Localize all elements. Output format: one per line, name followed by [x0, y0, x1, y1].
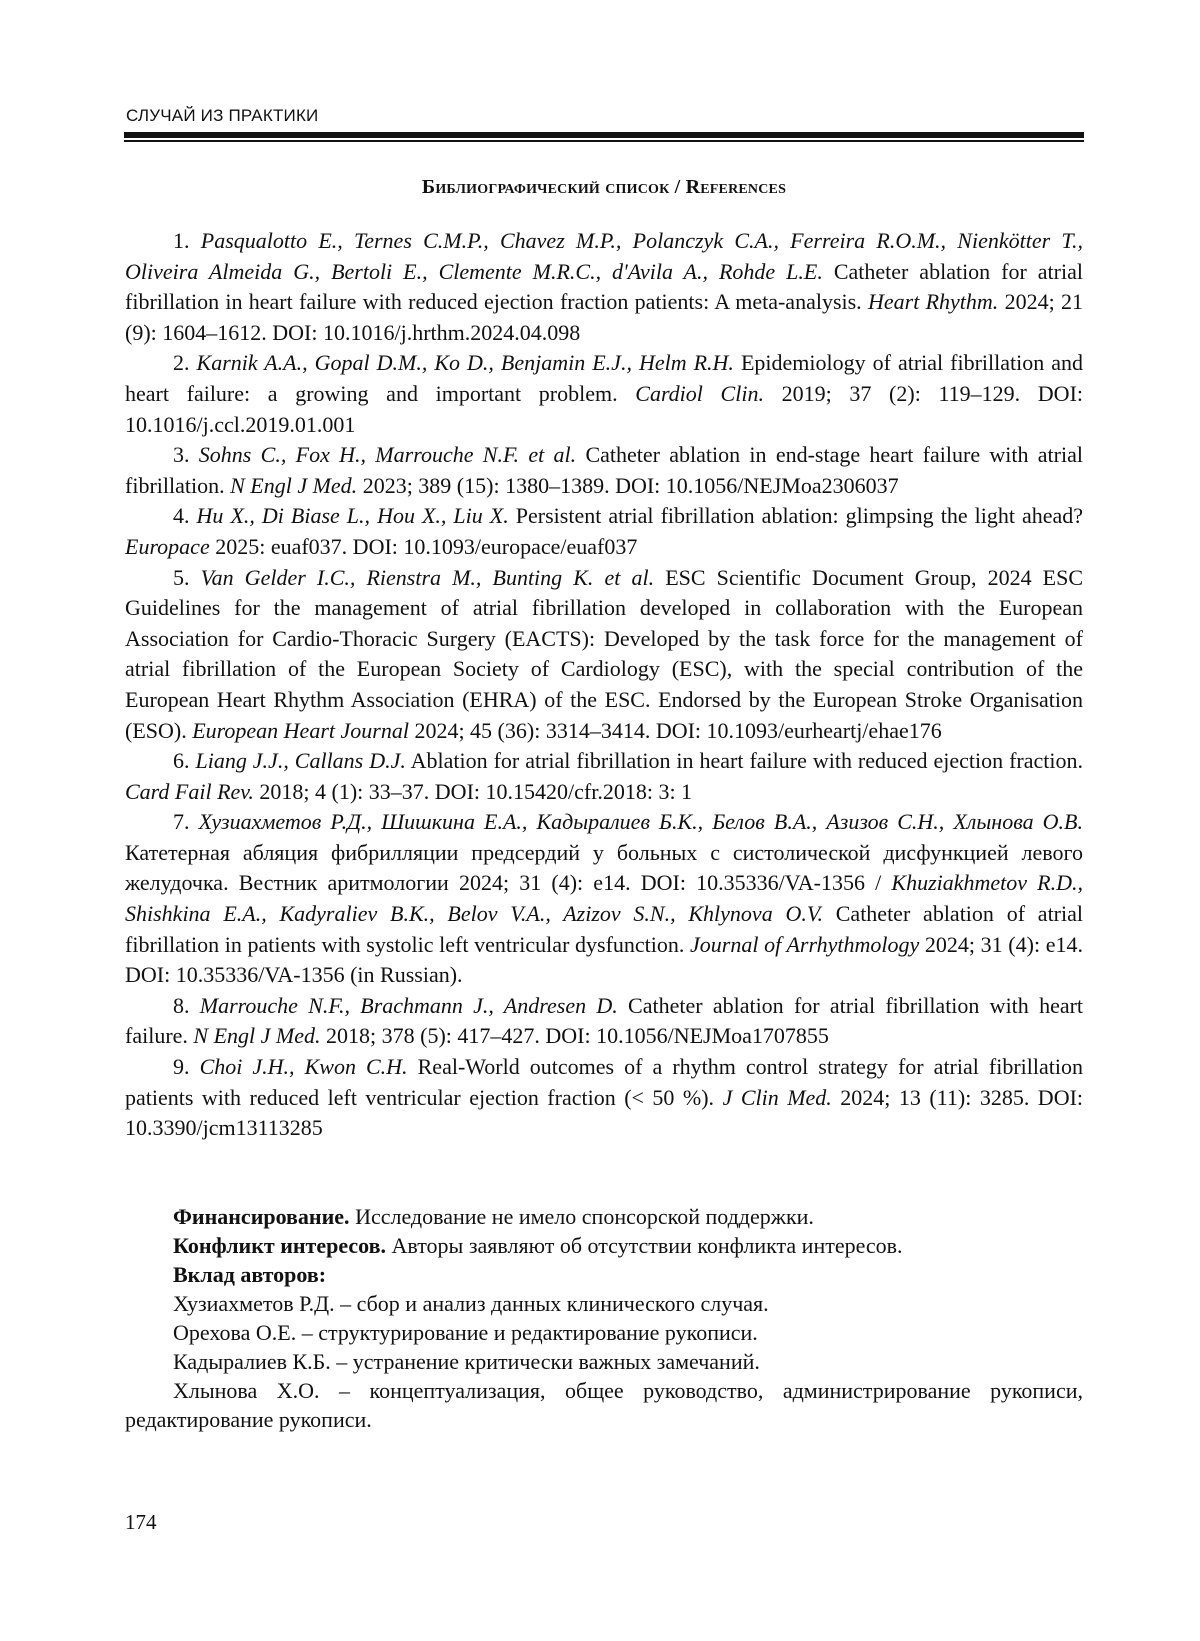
- contribution-label: Вклад авторов:: [173, 1262, 327, 1287]
- reference-authors: Marrouche N.F., Brachmann J., Andresen D.: [199, 992, 618, 1018]
- reference-journal: European Heart Journal: [192, 717, 409, 743]
- reference-item-3: [125, 440, 1083, 501]
- conflict-text: Авторы заявляют об отсутствии конфликта интересов.: [391, 1233, 903, 1258]
- reference-authors-en: Khuziakhmetov R.D., Shishkina E.A., Kadyraliev B.K., Belov V.A., Azizov S.N., Khlynova O.V.: [125, 870, 1084, 927]
- contribution-item: Орехова О.Е. – структурирование и редактирование рукописи.: [173, 1320, 758, 1345]
- reference-number: 1.: [173, 228, 190, 253]
- reference-details: 2019; 37 (2): 119–129. DOI: 10.1016/j.ccl.2019.01.001: [125, 380, 1084, 437]
- reference-details: 2023; 389 (15): 1380–1389. DOI: 10.1056/NEJMoa2306037: [362, 472, 899, 498]
- reference-number: 5.: [173, 564, 190, 590]
- reference-authors: Liang J.J., Callans D.J.: [195, 748, 406, 774]
- header-rule-thick: [124, 132, 1084, 138]
- reference-authors: Hu X., Di Biase L., Hou X., Liu X.: [196, 503, 509, 529]
- reference-details: 2018; 4 (1): 33–37. DOI: 10.15420/cfr.2018: 3: 1: [259, 778, 693, 804]
- declarations-section: [125, 1202, 1083, 1434]
- reference-authors: Karnik A.A., Gopal D.M., Ko D., Benjamin E.J., Helm R.H.: [196, 350, 734, 376]
- reference-authors: Хузиахметов Р.Д., Шишкина Е.А., Кадыралиев Б.К., Белов В.А., Азизов С.Н., Хлынова О.В.: [198, 809, 1083, 835]
- reference-number: 9.: [173, 1054, 190, 1080]
- reference-item-2: [125, 348, 1083, 440]
- page-number: 174: [125, 1510, 157, 1534]
- reference-title: Real-World outcomes of a rhythm control strategy for atrial fibrillation patients with reduced left ventricular ejection fraction (< 50 %).: [125, 1054, 1084, 1110]
- reference-title: Persistent atrial fibrillation ablation: glimpsing the light ahead?: [515, 503, 1084, 529]
- reference-journal: N Engl J Med.: [193, 1023, 321, 1049]
- reference-journal: Heart Rhythm.: [867, 289, 999, 315]
- reference-title: Catheter ablation in end-stage heart failure with atrial fibrillation.: [125, 442, 1083, 498]
- reference-number: 7.: [173, 809, 190, 835]
- reference-number: 8.: [173, 992, 190, 1018]
- reference-item-8: [125, 991, 1083, 1052]
- reference-journal: Cardiol Clin.: [635, 380, 764, 406]
- reference-number: 4.: [173, 503, 190, 529]
- reference-details: 2025: euaf037. DOI: 10.1093/europace/euaf037: [215, 533, 638, 559]
- contribution-heading: [125, 1260, 1083, 1289]
- reference-journal: Journal of Arrhythmology: [690, 931, 920, 957]
- reference-title: Катетерная абляция фибрилляции предсердий у больных с систолической дисфункцией левого желудочка. Вестник аритмологии 2024; 31 (4): e14. DOI: 10.35336/VA-1356 /: [125, 839, 1083, 896]
- reference-title: Ablation for atrial fibrillation in heart failure with reduced ejection fraction.: [410, 748, 1083, 774]
- header-rule-thin: [124, 140, 1084, 142]
- funding-statement: [125, 1202, 1083, 1231]
- reference-title: ESC Scientific Document Group, 2024 ESC Guidelines for the management of atrial fibrillation developed in collaboration with the European Association for Cardio-Thoracic Surgery (EACTS): Developed by the task force for the management of atrial fibrillation of the European Society of Cardiology (ESC), with the special contribution of the European Heart Rhythm Association (EHRA) of the ESC. Endorsed by the European Stroke Organisation (ESO).: [125, 564, 1084, 743]
- reference-item-4: [125, 501, 1083, 562]
- reference-authors: Van Gelder I.C., Rienstra M., Bunting K. et al.: [200, 564, 655, 590]
- funding-text: Исследование не имело спонсорской поддержки.: [355, 1204, 814, 1229]
- section-title: Библиографический список / References: [421, 176, 787, 198]
- reference-journal: Europace: [125, 533, 210, 559]
- reference-item-7: [125, 807, 1083, 991]
- reference-journal: Card Fail Rev.: [125, 778, 254, 804]
- reference-authors: Sohns C., Fox H., Marrouche N.F. et al.: [198, 442, 577, 468]
- reference-item-9: [125, 1052, 1083, 1144]
- reference-details: 2024; 45 (36): 3314–3414. DOI: 10.1093/eurheartj/ehae176: [414, 717, 942, 743]
- reference-authors: Pasqualotto E., Ternes C.M.P., Chavez M.P., Polanczyk C.A., Ferreira R.O.M., Nienkötter T., Oliveira Almeida G., Bertoli E., Clemente M.R.C., d'Avila A., Rohde L.E.: [125, 228, 1083, 284]
- reference-item-6: [125, 746, 1083, 807]
- reference-details: 2024; 21 (9): 1604–1612. DOI: 10.1016/j.hrthm.2024.04.098: [125, 289, 1084, 345]
- running-title: СЛУЧАЙ ИЗ ПРАКТИКИ: [126, 106, 319, 125]
- conflict-label: Конфликт интересов.: [173, 1233, 386, 1258]
- reference-details: 2024; 13 (11): 3285. DOI: 10.3390/jcm13113285: [125, 1084, 1084, 1141]
- reference-details: 2018; 378 (5): 417–427. DOI: 10.1056/NEJMoa1707855: [326, 1023, 829, 1049]
- contribution-item: Хузиахметов Р.Д. – сбор и анализ данных клинического случая.: [173, 1291, 769, 1316]
- reference-item-1: [125, 226, 1083, 348]
- conflict-statement: [125, 1231, 1083, 1260]
- reference-title-en: Catheter ablation of atrial fibrillation in patients with systolic left ventricular dysfunction.: [125, 901, 1083, 957]
- reference-title: Catheter ablation for atrial fibrillation with heart failure.: [125, 992, 1084, 1049]
- reference-authors: Choi J.H., Kwon C.H.: [199, 1054, 408, 1080]
- contribution-item: Кадыралиев К.Б. – устранение критически важных замечаний.: [173, 1349, 760, 1374]
- reference-details: 2024; 31 (4): e14. DOI: 10.35336/VA-1356 (in Russian).: [125, 931, 1083, 988]
- reference-number: 6.: [173, 748, 190, 774]
- reference-list: [125, 226, 1083, 1144]
- reference-item-5: [125, 563, 1083, 747]
- contribution-item: Хлынова Х.О. – концептуализация, общее руководство, администрирование рукописи, редактирование рукописи.: [125, 1378, 1083, 1432]
- reference-journal: J Clin Med.: [722, 1084, 832, 1110]
- funding-label: Финансирование.: [173, 1204, 350, 1229]
- reference-title: Epidemiology of atrial fibrillation and heart failure: a growing and important problem.: [125, 350, 1084, 406]
- reference-title: Catheter ablation for atrial fibrillation in heart failure with reduced ejection fraction patients: A meta-analysis.: [125, 258, 1083, 315]
- reference-number: 2.: [173, 350, 190, 376]
- reference-number: 3.: [173, 442, 190, 468]
- reference-journal: N Engl J Med.: [230, 472, 358, 498]
